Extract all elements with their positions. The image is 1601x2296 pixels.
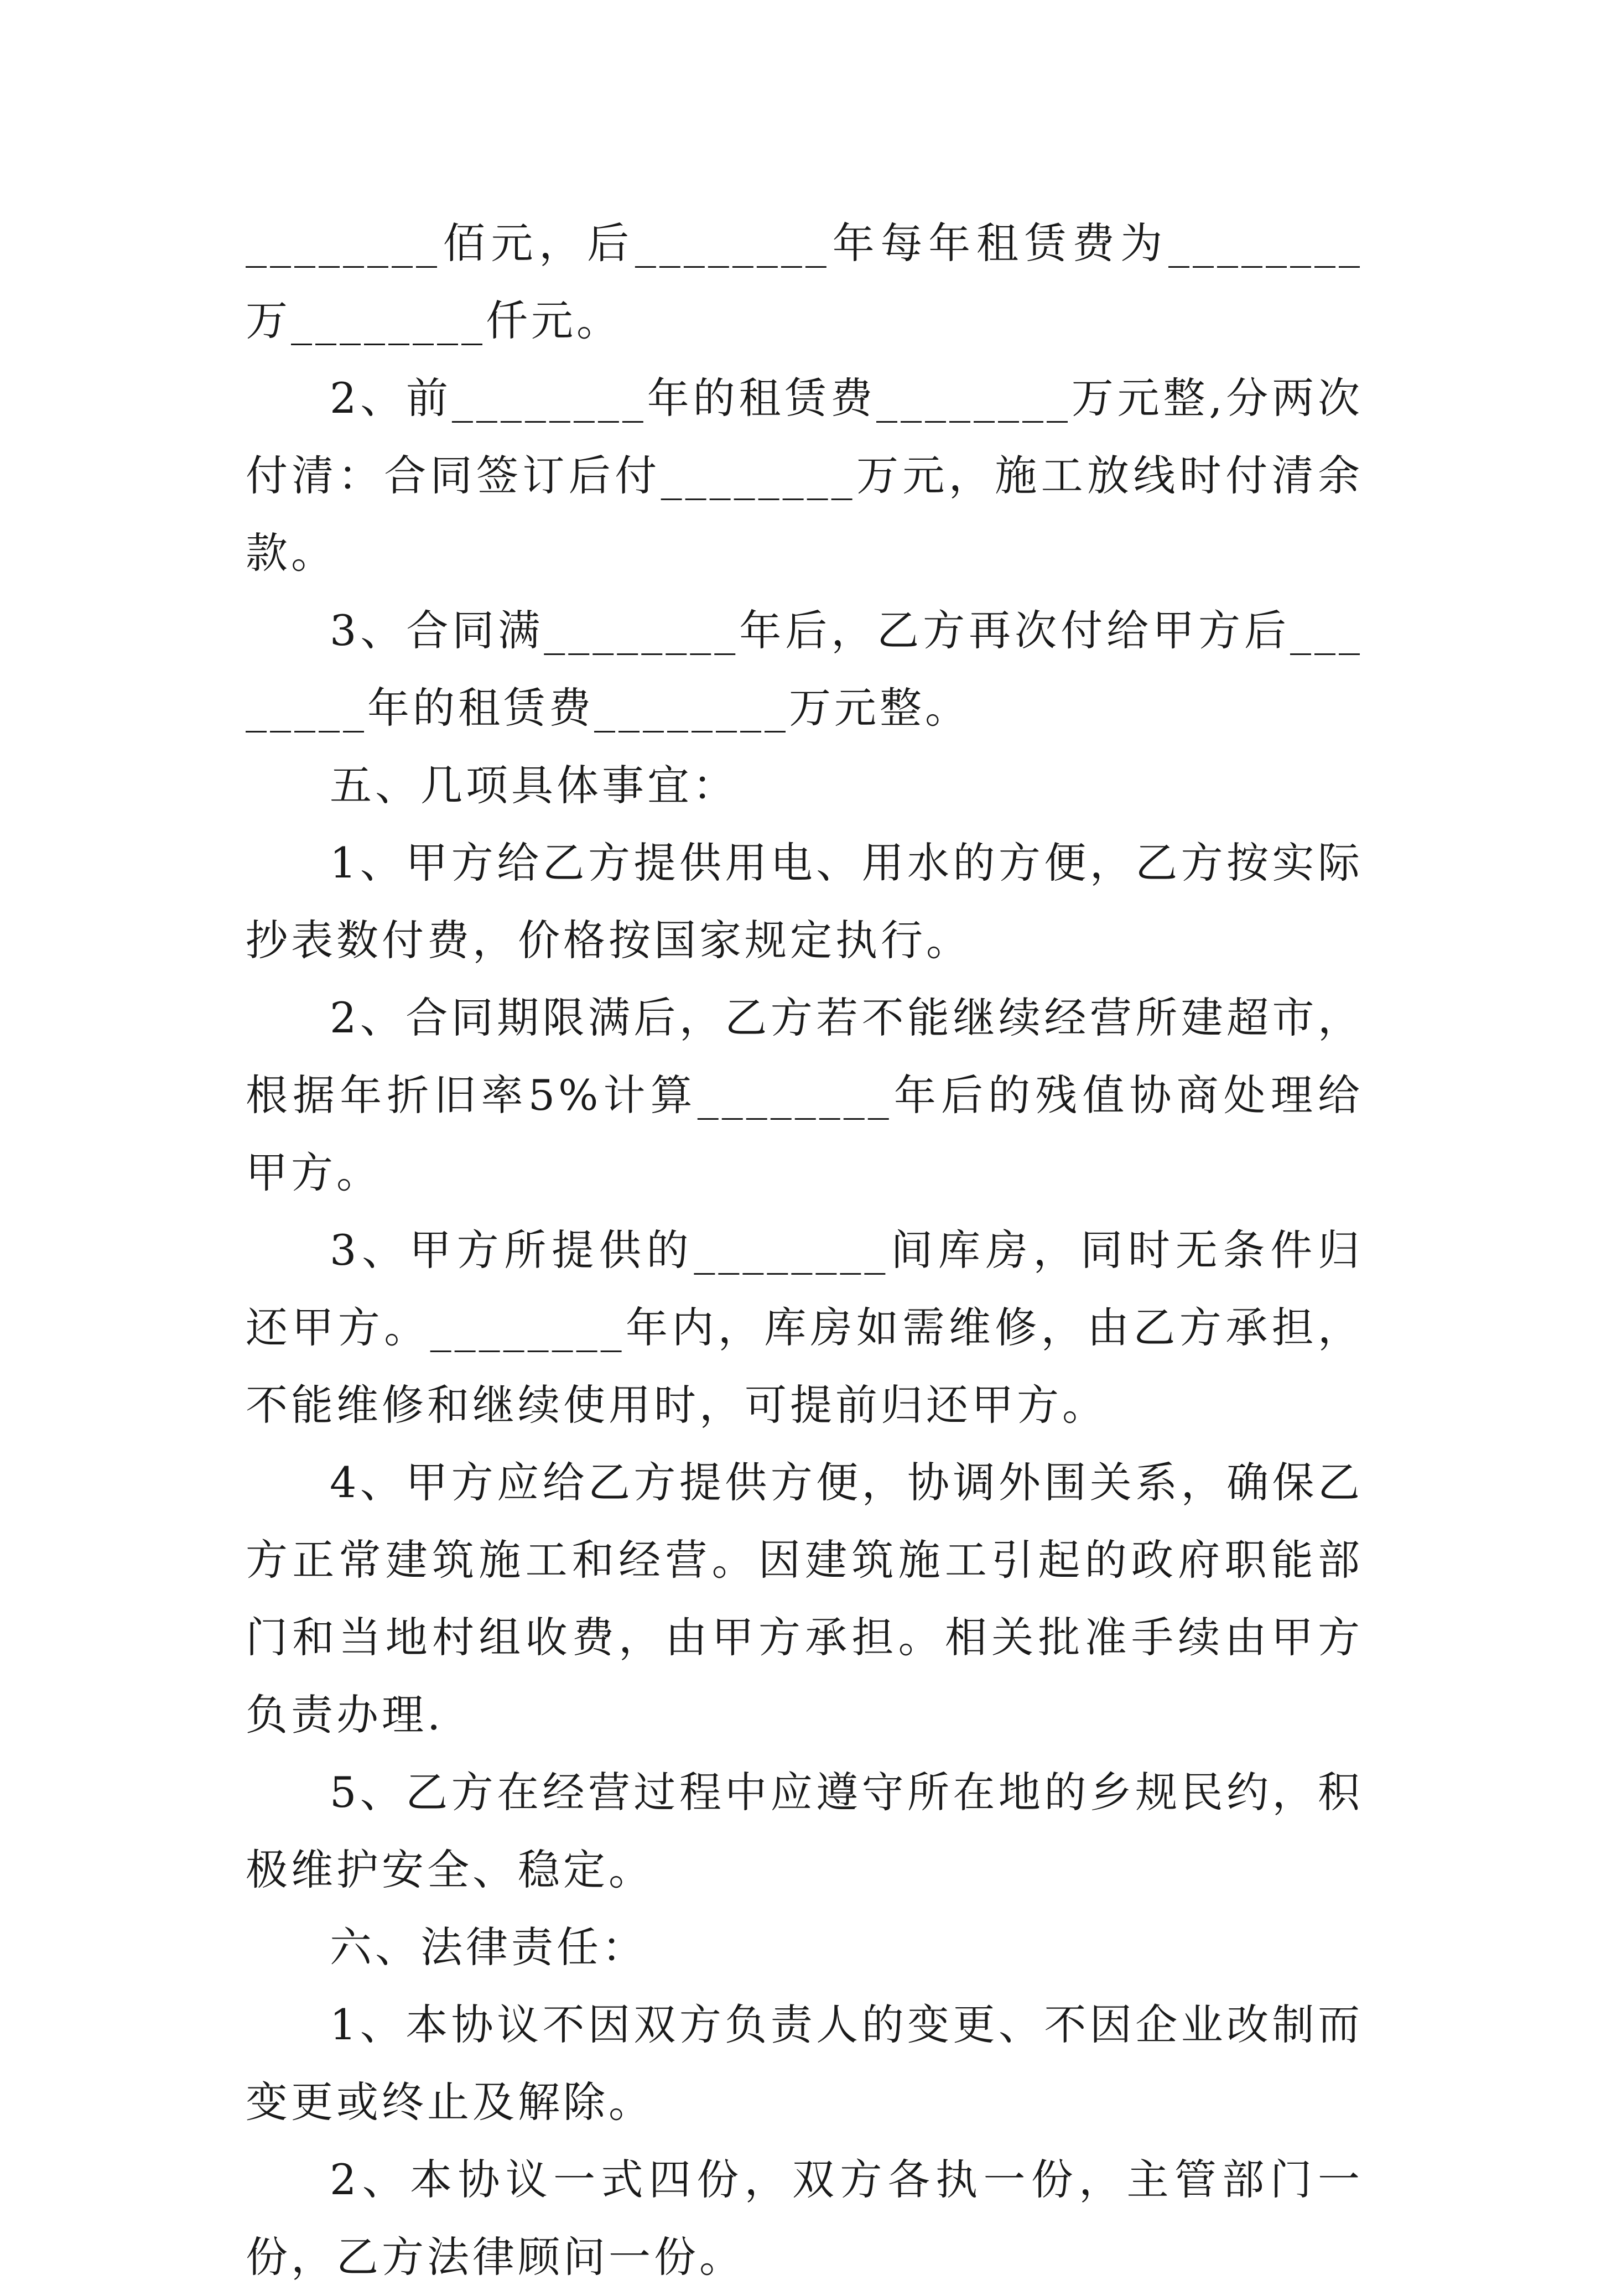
paragraph-copies: 2、本协议一式四份，双方各执一份，主管部门一份，乙方法律顾问一份。: [246, 2155, 1363, 2282]
paragraph-agreement-validity: 1、本协议不因双方负责人的变更、不因企业改制而变更或终止及解除。: [246, 2000, 1363, 2127]
paragraph-utilities: 1、甲方给乙方提供用电、用水的方便，乙方按实际抄表数付费，价格按国家规定执行。: [246, 838, 1363, 965]
section-heading-specific-matters: 五、几项具体事宜：: [330, 761, 738, 810]
document-body: [246, 205, 1363, 2296]
section-heading-legal-liability: 六、法律责任：: [330, 1923, 647, 1972]
paragraph-warehouse: 3、甲方所提供的________间库房，同时无条件归还甲方。________年内，库房如需维修，由乙方承担，不能维修和继续使用时，可提前归还甲方。: [246, 1225, 1363, 1430]
paragraph-residual-value: 2、合同期限满后，乙方若不能继续经营所建超市，根据年折旧率5%计算________年后的残值协商处理给甲方。: [246, 993, 1363, 1197]
paragraph-coordination: 4、甲方应给乙方提供方便，协调外围关系，确保乙方正常建筑施工和经营。因建筑施工引起的政府职能部门和当地村组收费，由甲方承担。相关批准手续由甲方负责办理.: [246, 1458, 1363, 1739]
paragraph-rent-renewal: 3、合同满________年后，乙方再次付给甲方后________年的租赁费________万元整。: [246, 606, 1363, 733]
paragraph-rent-payment: 2、前________年的租赁费________万元整,分两次付清：合同签订后付________万元，施工放线时付清余款。: [246, 373, 1363, 578]
paragraph-local-rules: 5、乙方在经营过程中应遵守所在地的乡规民约，积极维护安全、稳定。: [246, 1768, 1363, 1894]
paragraph-rent-continued: ________佰元，后________年每年租赁费为________万________仟元。: [246, 219, 1363, 345]
